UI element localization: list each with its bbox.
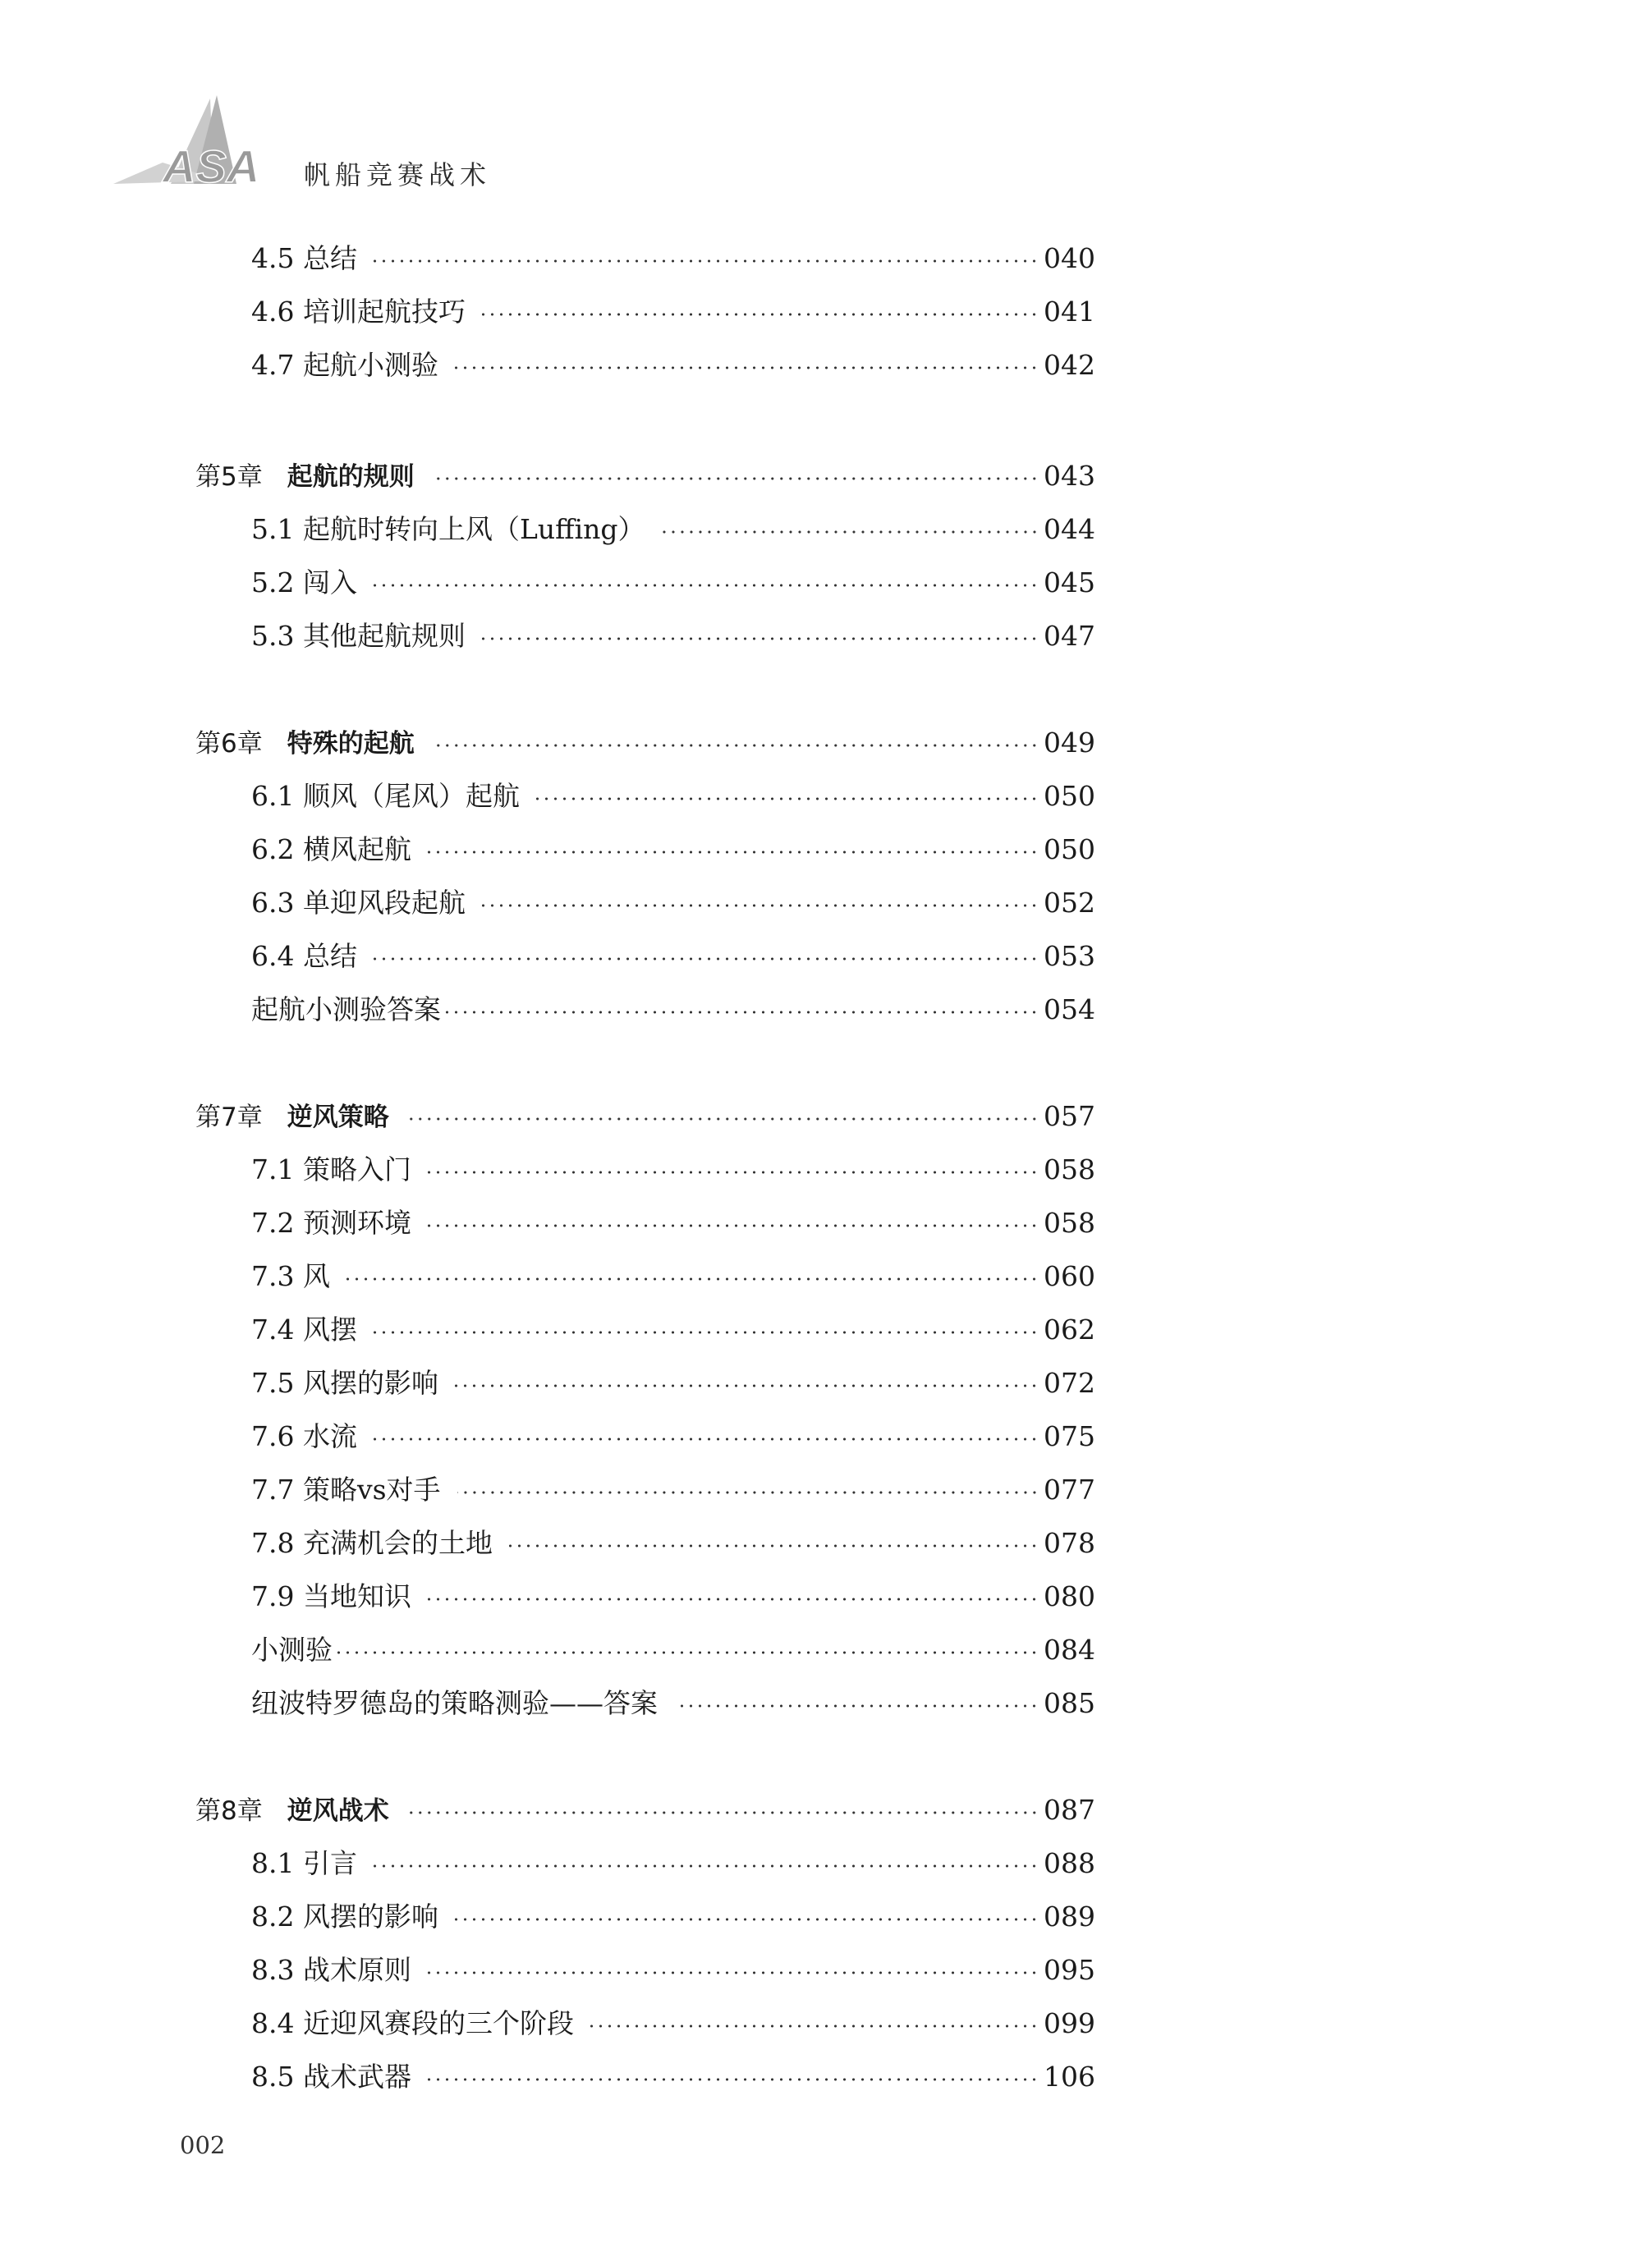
dot-leader xyxy=(482,313,1039,316)
toc-entry-label xyxy=(195,1097,406,1138)
dot-leader xyxy=(455,1384,1039,1387)
toc-section-entry[interactable] xyxy=(251,1523,1095,1564)
toc-page-number: 052 xyxy=(1044,887,1095,919)
toc-page-number: 041 xyxy=(1044,296,1095,328)
toc-entry-label: 5.2 闯入 xyxy=(251,566,357,598)
dot-leader xyxy=(406,1117,1039,1121)
toc-page-number: 040 xyxy=(1044,242,1095,274)
dot-leader xyxy=(428,851,1039,854)
toc-section-entry[interactable] xyxy=(251,883,1095,924)
toc-section-entry[interactable] xyxy=(251,616,1095,657)
toc-page-number: 047 xyxy=(1044,620,1095,652)
dot-leader xyxy=(662,530,1039,534)
dot-leader xyxy=(455,1918,1039,1921)
dot-leader xyxy=(482,904,1039,907)
toc-entry-label: 7.4 风摆 xyxy=(251,1314,357,1346)
toc-section-entry[interactable] xyxy=(251,829,1095,870)
book-title: 帆船竞赛战术 xyxy=(304,159,492,190)
dot-leader xyxy=(443,1011,1039,1014)
toc-entry-label: 5.1 起航时转向上风（Luffing） xyxy=(251,513,645,545)
toc-page-number: 057 xyxy=(1044,1100,1095,1132)
toc-section-entry[interactable] xyxy=(251,776,1095,817)
toc-chapter-entry[interactable] xyxy=(195,722,1095,763)
toc-page-number: 053 xyxy=(1044,940,1095,972)
toc-entry-label: 7.7 策略vs对手 xyxy=(251,1474,441,1506)
toc-section-entry[interactable] xyxy=(251,1683,1095,1724)
toc-entry-label: 4.7 起航小测验 xyxy=(251,349,438,381)
dot-leader xyxy=(374,1864,1039,1868)
toc-entry-label: 7.8 充满机会的土地 xyxy=(251,1527,493,1559)
dot-leader xyxy=(674,1704,1039,1708)
toc-entry-label: 7.6 水流 xyxy=(251,1420,357,1452)
toc-section-entry[interactable] xyxy=(251,1630,1095,1671)
logo-text: ASA xyxy=(163,140,260,190)
toc-entry-label: 起航小测验答案 xyxy=(251,993,441,1025)
dot-leader xyxy=(482,637,1039,640)
toc-entry-label: 8.1 引言 xyxy=(251,1847,357,1879)
chapter-number: 第8章 xyxy=(195,1796,263,1826)
toc-entry-label xyxy=(195,1791,406,1832)
toc-entry-label: 小测验 xyxy=(251,1634,333,1666)
toc-section-entry[interactable] xyxy=(251,2003,1095,2044)
toc-section-entry[interactable] xyxy=(251,1256,1095,1297)
toc-entry-label: 纽波特罗德岛的策略测验——答案 xyxy=(251,1687,658,1719)
toc-section-entry[interactable] xyxy=(251,1203,1095,1244)
toc-section-entry[interactable] xyxy=(251,1416,1095,1457)
chapter-title: 逆风策略 xyxy=(287,1103,389,1132)
toc-section-entry[interactable] xyxy=(251,509,1095,550)
dot-leader xyxy=(374,584,1039,587)
dot-leader xyxy=(374,259,1039,263)
toc-section-entry[interactable] xyxy=(251,1309,1095,1350)
toc-section-entry[interactable] xyxy=(251,1950,1095,1991)
chapter-number: 第7章 xyxy=(195,1103,263,1132)
dot-leader xyxy=(455,366,1039,369)
toc-section-entry[interactable] xyxy=(251,989,1095,1030)
toc-section-entry[interactable] xyxy=(251,345,1095,386)
toc-page-number: 099 xyxy=(1044,2007,1095,2039)
toc-entry-label xyxy=(195,723,431,764)
toc-page-number: 054 xyxy=(1044,993,1095,1025)
chapter-number: 第5章 xyxy=(195,462,263,492)
toc-page-number: 050 xyxy=(1044,833,1095,865)
toc-page-number: 072 xyxy=(1044,1367,1095,1399)
dot-leader xyxy=(334,1651,1039,1654)
toc-section-entry[interactable] xyxy=(251,562,1095,603)
toc-chapter-entry[interactable] xyxy=(195,456,1095,497)
toc-section-entry[interactable] xyxy=(251,2057,1095,2098)
toc-page-number: 078 xyxy=(1044,1527,1095,1559)
dot-leader xyxy=(428,1598,1039,1601)
toc-page-number: 095 xyxy=(1044,1954,1095,1986)
dot-leader xyxy=(374,957,1039,961)
dot-leader xyxy=(431,477,1039,480)
dot-leader xyxy=(457,1491,1039,1494)
dot-leader xyxy=(590,2024,1039,2028)
chapter-number: 第6章 xyxy=(195,729,263,759)
toc-page-number: 106 xyxy=(1044,2061,1095,2093)
toc-section-entry[interactable] xyxy=(251,1843,1095,1884)
toc-section-entry[interactable] xyxy=(251,936,1095,977)
toc-entry-label: 7.3 风 xyxy=(251,1260,330,1292)
toc-page-number: 058 xyxy=(1044,1153,1095,1185)
toc-chapter-entry[interactable] xyxy=(195,1096,1095,1137)
toc-entry-label: 8.2 风摆的影响 xyxy=(251,1901,438,1933)
toc-page-number: 080 xyxy=(1044,1580,1095,1612)
dot-leader xyxy=(428,2078,1039,2081)
toc-section-entry[interactable] xyxy=(251,1470,1095,1511)
toc-entry-label: 7.1 策略入门 xyxy=(251,1153,411,1185)
dot-leader xyxy=(374,1438,1039,1441)
toc-section-entry[interactable] xyxy=(251,238,1095,279)
page-number: 002 xyxy=(180,2131,226,2159)
toc-page-number: 077 xyxy=(1044,1474,1095,1506)
toc-entry-label: 7.9 当地知识 xyxy=(251,1580,411,1612)
chapter-title: 逆风战术 xyxy=(287,1796,389,1826)
toc-section-entry[interactable] xyxy=(251,1363,1095,1404)
toc-section-entry[interactable] xyxy=(251,291,1095,332)
toc-page-number: 062 xyxy=(1044,1314,1095,1346)
toc-page-number: 058 xyxy=(1044,1207,1095,1239)
toc-page-number: 045 xyxy=(1044,566,1095,598)
dot-leader xyxy=(509,1544,1039,1548)
dot-leader xyxy=(374,1331,1039,1334)
toc-page-number: 043 xyxy=(1044,460,1095,492)
toc-page-number: 084 xyxy=(1044,1634,1095,1666)
dot-leader xyxy=(536,797,1039,800)
toc-entry-label: 6.3 单迎风段起航 xyxy=(251,887,466,919)
dot-leader xyxy=(428,1171,1039,1174)
toc-page-number: 050 xyxy=(1044,780,1095,812)
toc-entry-label: 6.4 总结 xyxy=(251,940,357,972)
dot-leader xyxy=(346,1277,1039,1281)
toc-entry-label: 4.6 培训起航技巧 xyxy=(251,296,466,328)
toc-entry-label: 8.3 战术原则 xyxy=(251,1954,411,1986)
toc-page-number: 044 xyxy=(1044,513,1095,545)
toc-page-number: 075 xyxy=(1044,1420,1095,1452)
dot-leader xyxy=(428,1224,1039,1227)
toc-entry-label: 6.1 顺风（尾风）起航 xyxy=(251,780,520,812)
toc-entry-label: 8.4 近迎风赛段的三个阶段 xyxy=(251,2007,574,2039)
chapter-title: 特殊的起航 xyxy=(287,729,415,759)
toc-entry-label: 5.3 其他起航规则 xyxy=(251,620,466,652)
toc-entry-label: 7.5 风摆的影响 xyxy=(251,1367,438,1399)
toc-section-entry[interactable] xyxy=(251,1896,1095,1937)
toc-page-number: 087 xyxy=(1044,1794,1095,1826)
toc-page-number: 088 xyxy=(1044,1847,1095,1879)
chapter-title: 起航的规则 xyxy=(287,462,415,492)
toc-page-number: 089 xyxy=(1044,1901,1095,1933)
toc-entry-label: 4.5 总结 xyxy=(251,242,357,274)
toc-entry-label: 8.5 战术武器 xyxy=(251,2061,411,2093)
toc-entry-label: 6.2 横风起航 xyxy=(251,833,411,865)
toc-section-entry[interactable] xyxy=(251,1576,1095,1617)
toc-section-entry[interactable] xyxy=(251,1149,1095,1190)
toc-page-number: 060 xyxy=(1044,1260,1095,1292)
toc-page-number: 042 xyxy=(1044,349,1095,381)
toc-chapter-entry[interactable] xyxy=(195,1790,1095,1831)
toc-entry-label: 7.2 预测环境 xyxy=(251,1207,411,1239)
toc-page-number: 085 xyxy=(1044,1687,1095,1719)
dot-leader xyxy=(406,1811,1039,1814)
dot-leader xyxy=(431,744,1039,747)
dot-leader xyxy=(428,1971,1039,1974)
toc-page-number: 049 xyxy=(1044,727,1095,759)
toc-entry-label xyxy=(195,456,431,498)
